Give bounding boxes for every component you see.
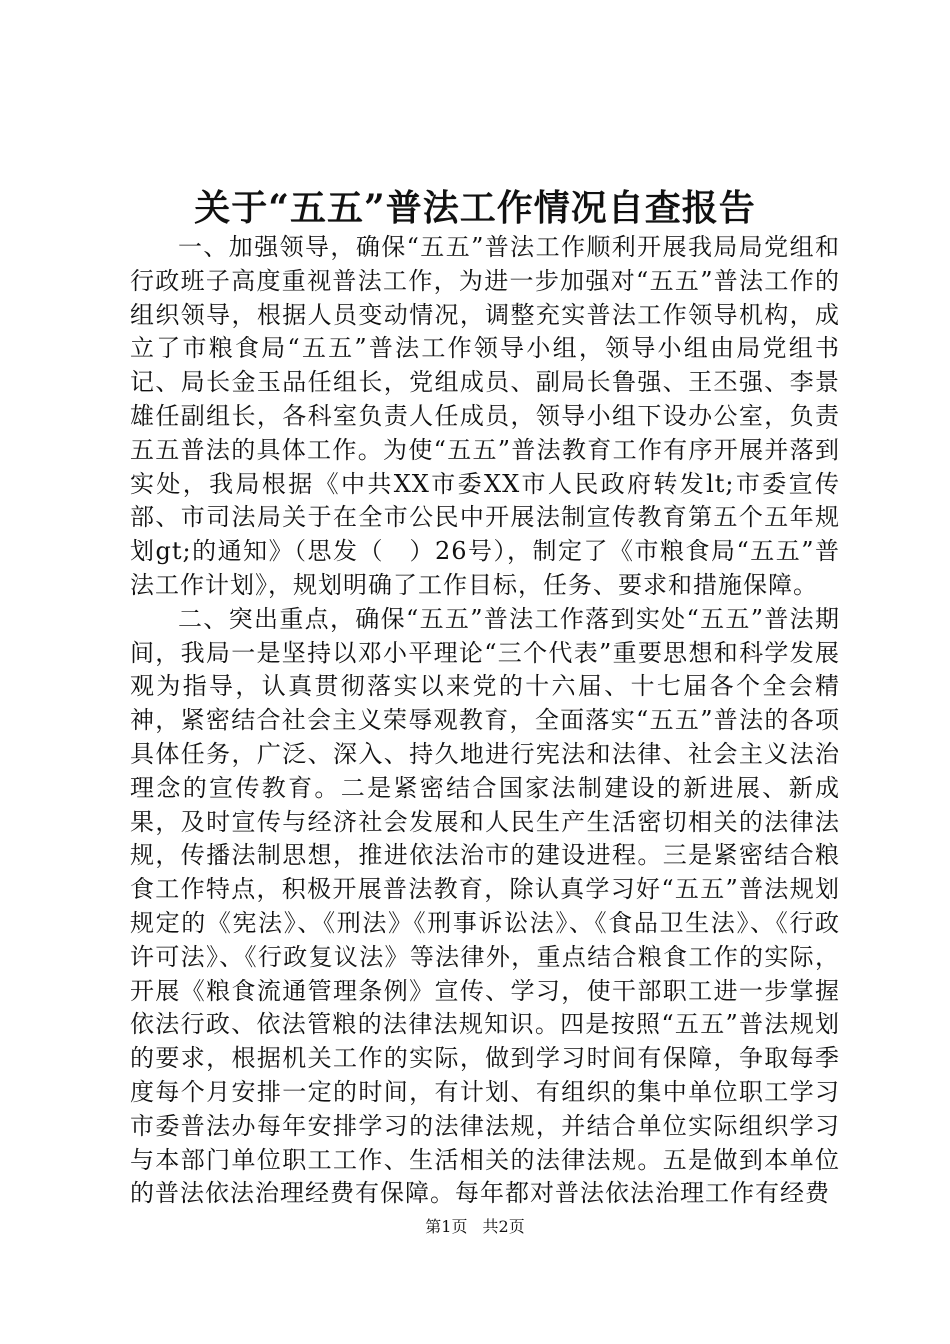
document-body — [130, 231, 840, 1211]
document-title: 关于“五五”普法工作情况自查报告 — [194, 187, 756, 229]
paragraph-key-points: 二、突出重点，确保“五五”普法工作落到实处“五五”普法期间，我局一是坚持以邓小平理论“三个代表”重要思想和科学发展观为指导，认真贯彻落实以来党的十六届、十七届各个全会精神，紧密结合社会主义荣辱观教育，全面落实“五五”普法的各项具体任务，广泛、深入、持久地进行宪法和法律、社会主义法治理念的宣传教育。二是紧密结合国家法制建设的新进展、新成果，及时宣传与经济社会发展和人民生产生活密切相关的法律法规，传播法制思想，推进依法治市的建设进程。三是紧密结合粮食工作特点，积极开展普法教育，除认真学习好“五五”普法规划规定的《宪法》、《刑法》《刑事诉讼法》、《食品卫生法》、《行政许可法》、《行政复议法》等法律外，重点结合粮食工作的实际，开展《粮食流通管理条例》宣传、学习，使干部职工进一步掌握依法行政、依法管粮的法律法规知识。四是按照“五五”普法规划的要求，根据机关工作的实际，做到学习时间有保障，争取每季度每个月安排一定的时间，有计划、有组织的集中单位职工学习市委普法办每年安排学习的法律法规，并结合单位实际组织学习与本部门单位职工工作、生活相关的法律法规。五是做到本单位的普法依法治理经费有保障。每年都对普法依法治理工作有经费 — [130, 604, 840, 1208]
page-number-current: 第1页 — [425, 1217, 468, 1236]
paragraph-leadership: 一、加强领导，确保“五五”普法工作顺利开展我局局党组和行政班子高度重视普法工作，为进一步加强对“五五”普法工作的组织领导，根据人员变动情况，调整充实普法工作领导机构，成立了市粮食局“五五”普法工作领导小组，领导小组由局党组书记、局长金玉品任组长，党组成员、副局长鲁强、王丕强、李景雄任副组长，各科室负责人任成员，领导小组下设办公室，负责五五普法的具体工作。为使“五五”普法教育工作有序开展并落到实处，我局根据《中共XX市委XX市人民政府转发lt;市委宣传部、市司法局关于在全市公民中开展法制宣传教育第五个五年规划gt;的通知》（思发（ ）26号），制定了《市粮食局“五五”普法工作计划》，规划明确了工作目标，任务、要求和措施保障。 — [130, 233, 840, 599]
page-number-total: 共2页 — [482, 1217, 525, 1236]
page-footer — [0, 1216, 950, 1238]
